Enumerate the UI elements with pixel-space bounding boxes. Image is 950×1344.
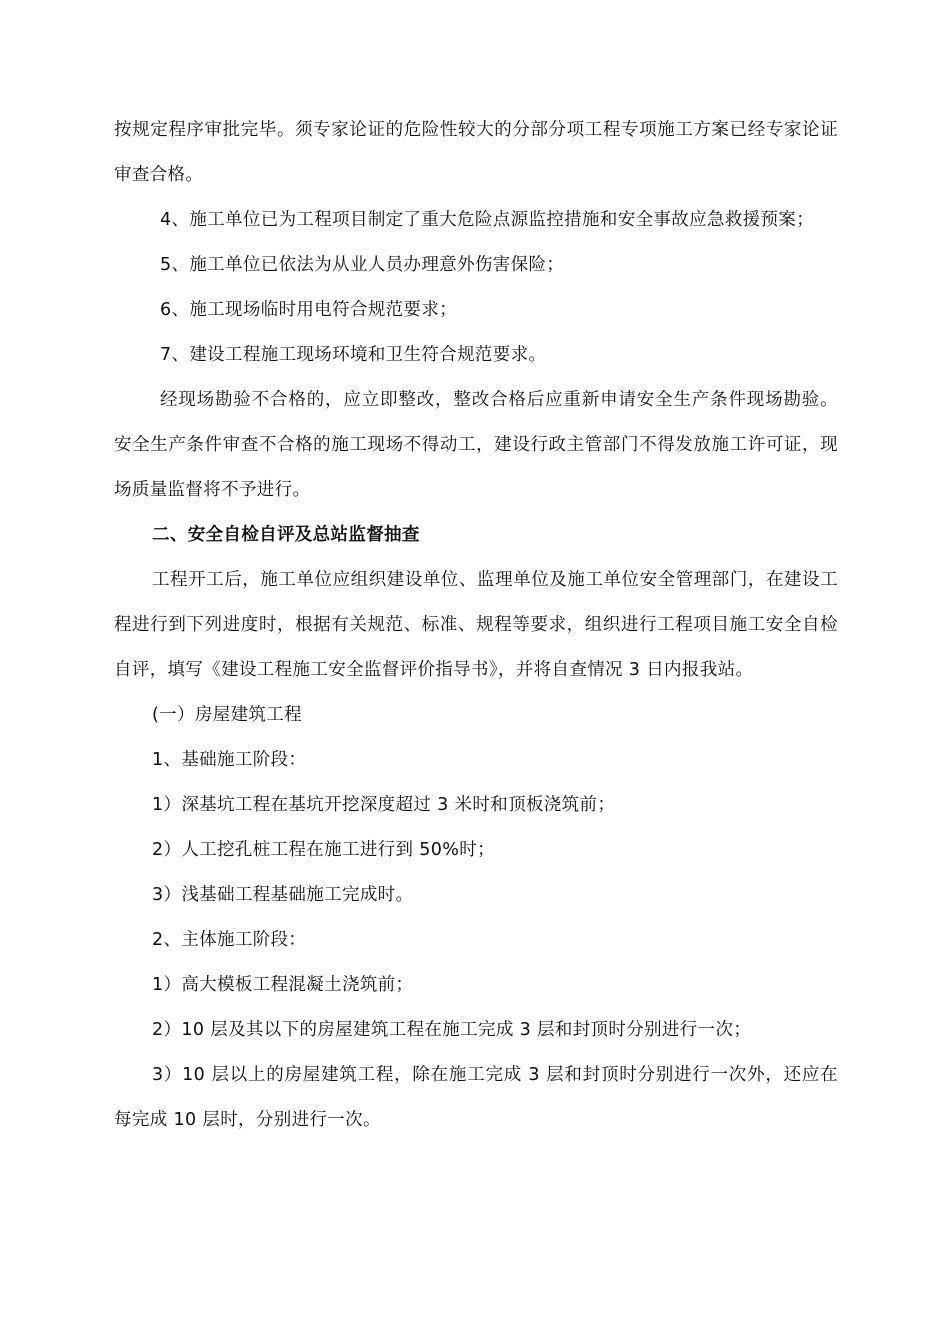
paragraph-rectification: 经现场勘验不合格的，应立即整改，整改合格后应重新申请安全生产条件现场勘验。安全生产条件审查不合格的施工现场不得动工，建设行政主管部门不得发放施工许可证，现场质量监督将不予进行。 xyxy=(114,390,838,500)
paragraph-self-inspection: 工程开工后，施工单位应组织建设单位、监理单位及施工单位安全管理部门，在建设工程进行到下列进度时，根据有关规范、标准、规程等要求，组织进行工程项目施工安全自检自评，填写《建设工程施工安全监督评价指导书》，并将自查情况 3 日内报我站。 xyxy=(114,570,838,680)
foundation-item-2: 2）人工挖孔桩工程在施工进行到 50%时； xyxy=(152,840,495,860)
paragraph-item-7: 7、建设工程施工现场环境和卫生符合规范要求。 xyxy=(160,345,547,365)
document-body xyxy=(114,108,838,1143)
main-structure-item-2: 2）10 层及其以下的房屋建筑工程在施工完成 3 层和封顶时分别进行一次； xyxy=(152,1020,752,1040)
foundation-item-3: 3）浅基础工程基础施工完成时。 xyxy=(152,885,414,905)
paragraph-item-6: 6、施工现场临时用电符合规范要求； xyxy=(160,300,458,320)
main-structure-item-1: 1）高大模板工程混凝土浇筑前； xyxy=(152,975,414,995)
main-structure-item-3: 3）10 层以上的房屋建筑工程，除在施工完成 3 层和封顶时分别进行一次外，还应在每完成 10 层时，分别进行一次。 xyxy=(114,1065,838,1130)
foundation-item-1: 1）深基坑工程在基坑开挖深度超过 3 米时和顶板浇筑前； xyxy=(152,795,616,815)
stage-foundation: 1、基础施工阶段： xyxy=(152,750,307,770)
paragraph-item-4: 4、施工单位已为工程项目制定了重大危险点源监控措施和安全事故应急救援预案； xyxy=(160,210,815,230)
paragraph-item-5: 5、施工单位已依法为从业人员办理意外伤害保险； xyxy=(160,255,565,275)
subsection-building-works: (一）房屋建筑工程 xyxy=(152,705,302,725)
section-heading-2: 二、安全自检自评及总站监督抽查 xyxy=(152,525,420,545)
stage-main-structure: 2、主体施工阶段： xyxy=(152,930,307,950)
paragraph-approval: 按规定程序审批完毕。须专家论证的危险性较大的分部分项工程专项施工方案已经专家论证审查合格。 xyxy=(114,120,838,185)
